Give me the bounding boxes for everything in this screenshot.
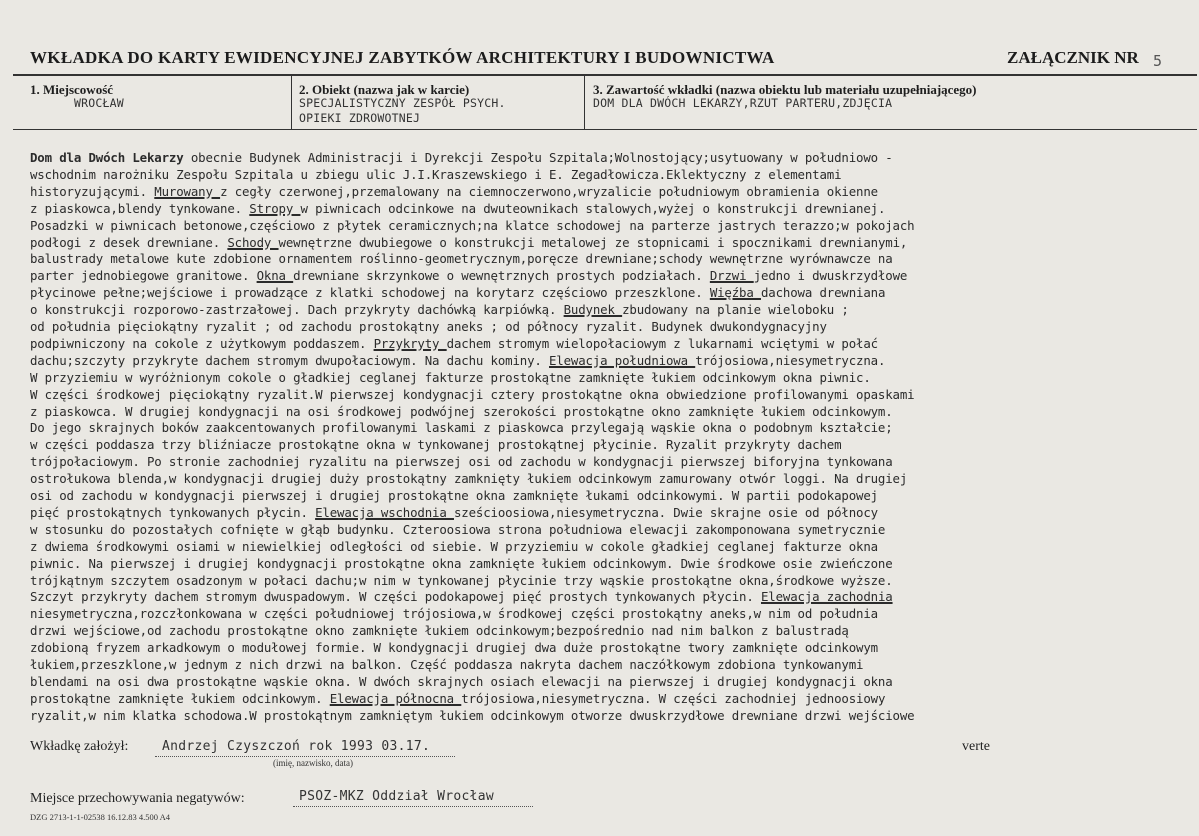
text-segment: zdobioną fryzem arkadkowym o modułowej formie. W kondygnacji drugiej dwa duże prostokątne twory zamknięte odcinkowym — [30, 640, 878, 656]
text-segment: drzwi wejściowe,od zachodu prostokątne okno zamknięte łukiem odcinkowym;bezpośrednio nad nim balkon z balustradą — [30, 623, 849, 639]
underlined-term: Elewacja zachodnia — [760, 589, 893, 605]
text-segment: z piaskowca. W drugiej kondygnacji na osi środkowej podwójnej szerokości prostokątne okno zamknięte łukiem odcinkowym. — [30, 403, 893, 419]
text-segment: z piaskowca,blendy tynkowane. — [30, 200, 250, 216]
description-line — [30, 268, 907, 283]
text-segment: z cegły czerwonej,przemalowany na ciemnoczerwono,wryzalicie południowym obramienia okienne — [220, 183, 878, 199]
description-line — [30, 167, 841, 182]
text-segment: pięć prostokątnych tynkowanych płycin. — [30, 504, 316, 520]
field-divider-1 — [291, 75, 292, 130]
text-segment: dachem stromym wielopołaciowym z lukarnami wciętymi w połać — [446, 335, 878, 351]
description-line — [30, 437, 841, 452]
underlined-term: Murowany — [154, 183, 221, 199]
description-line — [30, 589, 893, 604]
location-value: WROCŁAW — [74, 96, 124, 110]
annex-number: 5 — [1153, 52, 1163, 70]
underlined-term: Drzwi — [709, 268, 754, 284]
text-segment: drewniane skrzynkowe o wewnętrznych prostych podziałach. — [293, 268, 710, 284]
text-segment: podłogi z desek drewniane. — [30, 234, 228, 250]
description-line — [30, 471, 907, 486]
text-segment: Do jego skrajnych boków zaakcentowanych profilowanymi laskami z piaskowca przylegają wąskie okna o podobnym kształcie; — [30, 420, 893, 436]
underlined-term: Elewacja wschodnia — [315, 504, 454, 520]
print-code: DZG 2713-1-1-02538 16.12.83 4.500 A4 — [30, 812, 171, 822]
text-segment: obecnie Budynek Administracji i Dyrekcji Zespołu Szpitala;Wolnostojący;usytuowany w południowo - — [183, 150, 893, 165]
text-segment: trójkątnym szczytem osadzonym w połaci dachu;w nim w tynkowanej płycinie trzy wąskie prostokątne okna,środkowe wyższe. — [30, 572, 893, 588]
insert-author-value: Andrzej Czyszczoń rok 1993 03.17. — [162, 739, 431, 754]
text-segment: ryzalit,w nim klatka schodowa.W prostokątnym zamkniętym łukiem odcinkowym otworze dwuskrzydłowe drewniane drzwi wejściowe — [30, 707, 915, 723]
text-segment: z dwiema środkowymi osiami w niewielkiej odległości od siebie. W przyziemiu w cokole gładkiej ceglanej fakturze okna — [30, 538, 878, 554]
text-segment: Szczyt przykryty dachem stromym dwuspadowym. W części podokapowej pięć prostych tynkowanych płycin. — [30, 589, 761, 605]
description-line — [30, 184, 878, 199]
header-bottom-rule — [13, 129, 1197, 130]
text-segment: od południa pięciokątny ryzalit ; od zachodu prostokątny aneks ; od północy ryzalit. Budynek dwukondygnacyjny — [30, 319, 827, 334]
object-label: 2. Obiekt (nazwa jak w karcie) — [299, 82, 470, 97]
form-title: WKŁADKA DO KARTY EWIDENCYJNEJ ZABYTKÓW ARCHITEKTURY I BUDOWNICTWA — [30, 48, 775, 67]
description-line — [30, 150, 893, 165]
text-segment: W przyziemiu w wyróżnionym cokole o gładkiej ceglanej fakturze prostokątne zamknięte łukiem odcinkowym okna piwnic. — [30, 369, 871, 385]
text-segment: łukiem,przeszklone,w jednym z nich drzwi na balkon. Część poddasza nakryta dachem naczółkowym zdobiona tynkowanymi — [30, 657, 864, 672]
underlined-term: Więźba — [709, 285, 761, 301]
text-segment: trójosiowa,niesymetryczna. — [695, 352, 886, 368]
underlined-term: Okna — [256, 268, 294, 284]
description-line — [30, 623, 849, 638]
description-line — [30, 319, 827, 334]
text-segment: o konstrukcji rozporowo-zastrzałowej. Dach przykryty dachówką karpiówką. — [30, 302, 564, 318]
description-line — [30, 420, 893, 435]
location-label: 1. Miejscowość — [30, 82, 114, 97]
underlined-term: Schody — [227, 234, 279, 250]
text-segment: osi od zachodu w kondygnacji pierwszej i drugiej prostokątne okna zamknięte łukami odcinkowymi. W partii podokapowej — [30, 488, 878, 503]
text-segment: zbudowany na planie wieloboku ; — [622, 302, 849, 318]
text-segment: trójpołaciowym. Po stronie zachodniej ryzalitu na pierwszej osi od zachodu w kondygnacji pierwszej biforyjna tynkowana — [30, 454, 893, 470]
description-line — [30, 336, 878, 351]
text-segment: prostokątne zamknięte łukiem odcinkowym. — [30, 690, 330, 706]
text-segment: wewnętrzne dwubiegowe o konstrukcji metalowej ze stopnicami i spocznikami drewnianymi, — [278, 234, 908, 250]
description-line — [30, 235, 907, 250]
description-line — [30, 404, 893, 419]
annex-label: ZAŁĄCZNIK NR — [1007, 48, 1139, 67]
description-line — [30, 302, 849, 317]
description-line — [30, 251, 893, 266]
text-segment: piwnic. Na pierwszej i drugiej kondygnacji prostokątne okna zamknięte łukiem odcinkowym. Dwie środkowe osie zwieńczone — [30, 555, 893, 571]
description-line — [30, 488, 878, 503]
object-value-line2: OPIEKI ZDROWOTNEJ — [299, 111, 421, 125]
underlined-term: Elewacja północna — [329, 690, 462, 706]
description-line — [30, 201, 885, 216]
negatives-label: Miejsce przechowywania negatywów: — [30, 791, 245, 806]
text-segment: dachu;szczyty przykryte dachem stromym dwupołaciowym. Na dachu kominy. — [30, 352, 549, 368]
description-line — [30, 353, 885, 368]
contents-label: 3. Zawartość wkładki (nazwa obiektu lub materiału uzupełniającego) — [593, 82, 977, 97]
description-line — [30, 657, 863, 672]
contents-value: DOM DLA DWÓCH LEKARZY,RZUT PARTERU,ZDJĘCIA — [593, 96, 893, 110]
text-segment: w stosunku do pozostałych cofnięte w głąb budynku. Czteroosiowa strona południowa elewacji zakomponowana symetrycznie — [30, 521, 886, 537]
description-line — [30, 522, 885, 537]
underlined-term: Przykryty — [373, 335, 447, 351]
field-divider-2 — [584, 75, 585, 130]
description-line — [30, 505, 878, 520]
text-segment: wschodnim narożniku Zespołu Szpitala u zbiegu ulic J.I.Kraszewskiego i E. Zegadłowicza.Eklektyczny z elementami — [30, 166, 842, 182]
negatives-value: PSOZ-MKZ Oddział Wrocław — [299, 789, 495, 804]
verte-label: verte — [962, 739, 990, 754]
text-segment: jedno i dwuskrzydłowe — [753, 268, 908, 284]
text-segment: blendami na osi dwa prostokątne wąskie okna. W dwóch skrajnych osiach elewacji na pierwszej i drugiej kondygnacji okna — [30, 673, 893, 689]
negatives-line — [293, 806, 533, 807]
text-segment: w części poddasza trzy bliźniacze prostokątne okna w tynkowanej prostokątnej płycinie. Ryzalit przykryty dachem — [30, 437, 842, 453]
text-segment: Posadzki w piwnicach betonowe,częściowo z płytek ceramicznych;na klatce schodowej na parterze jastrych terazzo;w pokojach — [30, 217, 915, 233]
description-line — [30, 708, 915, 723]
text-segment: historyzującymi. — [30, 183, 155, 199]
text-segment: sześcioosiowa,niesymetryczna. Dwie skrajne osie od północy — [453, 504, 878, 520]
description-line — [30, 573, 893, 588]
description-line — [30, 674, 893, 689]
description-line — [30, 454, 893, 469]
underlined-term: Elewacja południowa — [549, 352, 696, 368]
description-line — [30, 387, 915, 402]
text-segment: płycinowe pełne;wejściowe i prowadzące z klatki schodowej na korytarz częściowo przeszklone. — [30, 285, 710, 301]
text-segment: balustrady metalowe kute zdobione ornamentem roślinno-geometrycznym,poręcze drewniane;schody wewnętrzne wyrównawcze na — [30, 251, 893, 267]
text-segment: w piwnicach odcinkowe na dwuteownikach stalowych,wyżej o konstrukcji drewnianej. — [300, 200, 886, 216]
bold-heading: Dom dla Dwóch Lekarzy — [30, 150, 184, 165]
insert-author-line — [155, 756, 455, 757]
text-segment: podpiwniczony na cokole z użytkowym poddaszem. — [30, 335, 374, 351]
description-line — [30, 606, 878, 621]
description-line — [30, 285, 885, 300]
text-segment: dachowa drewniana — [760, 285, 886, 301]
description-line — [30, 370, 871, 385]
header-top-rule — [13, 74, 1197, 76]
object-value-line1: SPECJALISTYCZNY ZESPÓŁ PSYCH. — [299, 96, 506, 110]
description-line — [30, 691, 885, 706]
text-segment: ostrołukowa blenda,w kondygnacji drugiej duży prostokątny zamknięty łukiem odcinkowym zamurowany otwór loggi. Na drugiej — [30, 471, 908, 487]
text-segment: parter jednobiegowe granitowe. — [30, 268, 257, 284]
underlined-term: Stropy — [249, 200, 301, 216]
text-segment: niesymetryczna,rozczłonkowana w części południowej trójosiowa,w środkowej części prostokątny aneks,w nim od południa — [30, 606, 878, 622]
description-line — [30, 640, 878, 655]
description-line — [30, 218, 915, 233]
description-line — [30, 556, 893, 571]
text-segment: W części środkowej pięciokątny ryzalit.W pierwszej kondygnacji cztery prostokątne okna obwiedzione profilowanymi opaskami — [30, 386, 915, 402]
description-line — [30, 539, 878, 554]
underlined-term: Budynek — [563, 302, 623, 318]
insert-author-label: Wkładkę założył: — [30, 739, 129, 754]
insert-author-hint: (imię, nazwisko, data) — [273, 758, 353, 768]
text-segment: trójosiowa,niesymetryczna. W części zachodniej jednoosiowy — [461, 690, 886, 706]
